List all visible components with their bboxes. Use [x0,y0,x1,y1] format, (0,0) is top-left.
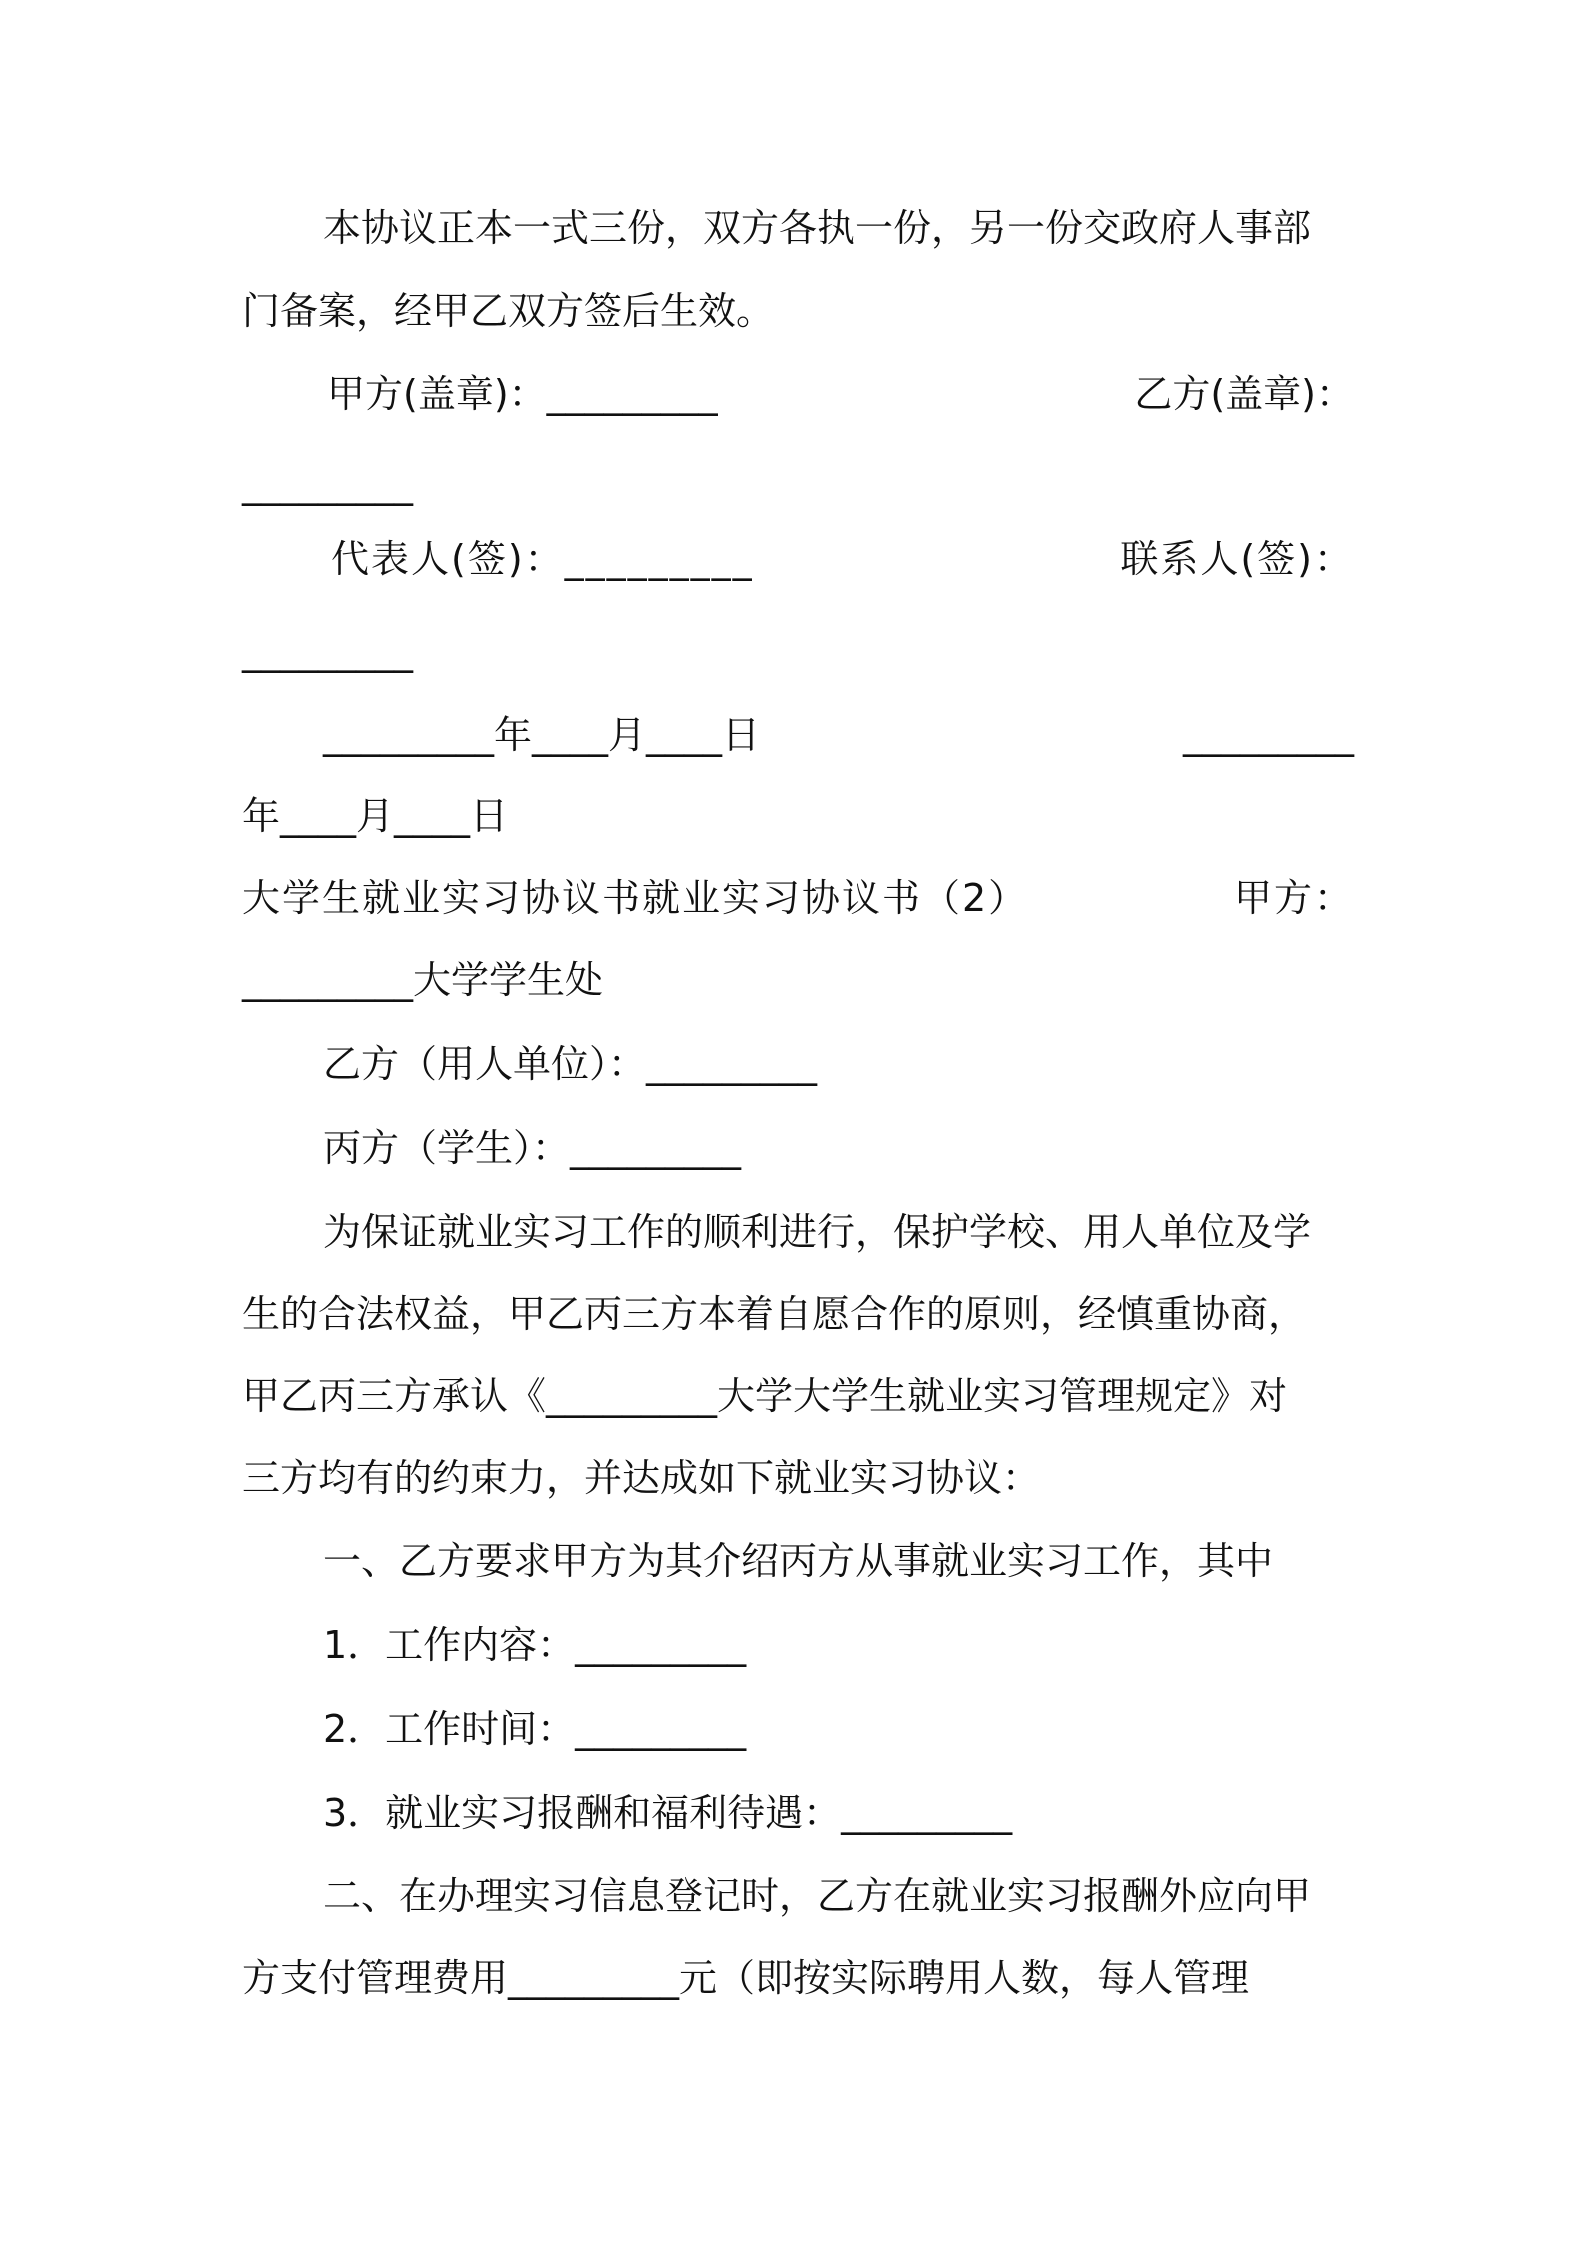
text-line: 门备案，经甲乙双方签后生效。 [242,289,775,333]
party-a-date: _________年____月____日 [323,713,761,757]
party-b-date-blank: _________ [1183,713,1354,757]
party-b-seal-blank: _________ [242,462,413,506]
clause-one: 一、乙方要求甲方为其介绍丙方从事就业实习工作，其中 [323,1539,1274,1583]
text-line: 甲乙丙三方承认《_________大学大学生就业实习管理规定》对 [242,1374,1288,1418]
party-c-field: 丙方（学生）：_________ [323,1126,742,1170]
party-b-date: 年____月____日 [242,794,509,838]
text-line: 本协议正本一式三份，双方各执一份，另一份交政府人事部 [323,206,1312,250]
contact-sign-label: 联系人(签)： [1120,537,1354,581]
text-line: 生的合法权益，甲乙丙三方本着自愿合作的原则，经慎重协商， [242,1292,1307,1336]
agreement-title: 大学生就业实习协议书就业实习协议书（2） [242,876,1029,920]
clause-item-1: 1．工作内容：_________ [323,1623,747,1667]
party-b-seal-label: 乙方(盖章)： [1134,372,1354,416]
contact-sign-blank: _________ [242,629,413,673]
clause-item-3: 3．就业实习报酬和福利待遇：_________ [323,1791,1013,1835]
party-a-seal-field: 甲方(盖章)：_________ [327,372,718,416]
text-line: 三方均有的约束力，并达成如下就业实习协议： [242,1456,1041,1500]
clause-item-2: 2．工作时间：_________ [323,1707,747,1751]
representative-sign-field: 代表人(签)：_________ [331,537,754,581]
party-a-label: 甲方： [1233,876,1354,920]
party-a-name: _________大学学生处 [242,958,604,1002]
text-line: 方支付管理费用_________元（即按实际聘用人数，每人管理 [242,1956,1250,2000]
party-b-field: 乙方（用人单位）：_________ [323,1042,818,1086]
text-line: 为保证就业实习工作的顺利进行，保护学校、用人单位及学 [323,1210,1312,1254]
clause-two: 二、在办理实习信息登记时，乙方在就业实习报酬外应向甲 [323,1874,1312,1918]
